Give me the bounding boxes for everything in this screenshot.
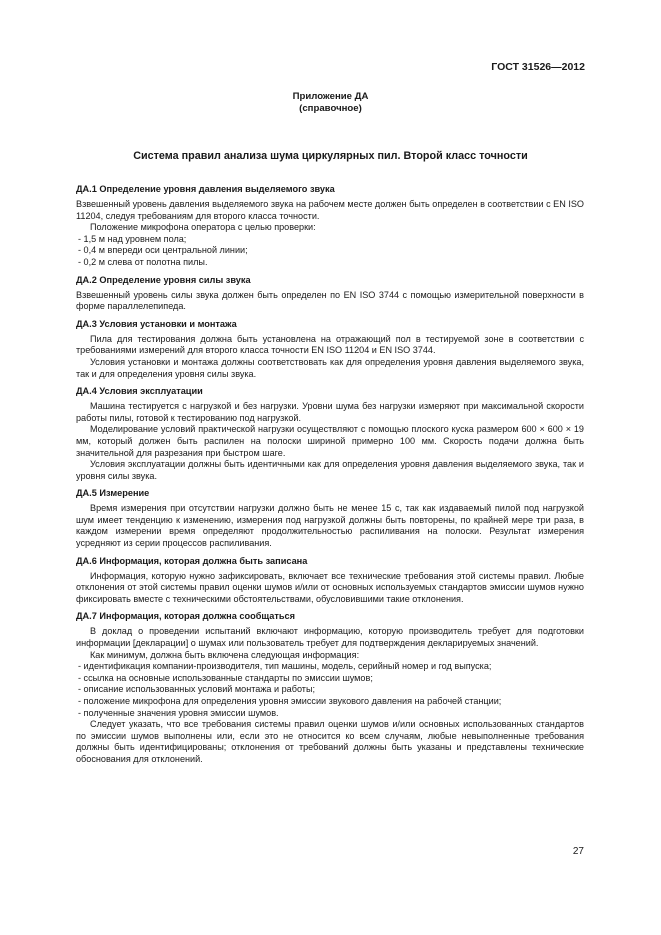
section-heading: ДА.1 Определение уровня давления выделяемого звука — [76, 184, 335, 194]
list-item: - 1,5 м над уровнем пола; — [78, 233, 187, 244]
section-da2 — [76, 274, 584, 313]
section-heading: ДА.6 Информация, которая должна быть записана — [76, 555, 308, 566]
paragraph: Положение микрофона оператора с целью проверки: — [90, 222, 316, 233]
paragraph: Пила для тестирования должна быть установлена на отражающий пол в тестируемой зоне в соответствии с требованиями измерений для второго класса точности EN ISO 11204 и EN ISO 3744. — [76, 333, 584, 356]
paragraph: Следует указать, что все требования системы правил оценки шумов и/или основных использованных стандартов по эмиссии шумов выполнены или, если это не относится ко всем случаям, любые невыполненные требования должны быть идентифицированы; отклонения от требований должны быть указаны и представлены технические обоснования для отклонений. — [76, 719, 584, 764]
list-item: - полученные значения уровня эмиссии шумов. — [78, 707, 279, 718]
section-da3 — [76, 318, 584, 380]
list-item: - положение микрофона для определения уровня эмиссии звукового давления на рабочей станции; — [78, 696, 502, 706]
section-da1 — [76, 183, 584, 269]
main-title: Система правил анализа шума циркулярных пил. Второй класс точности — [133, 150, 528, 162]
annex-title: Приложение ДА — [292, 91, 369, 102]
list-item: - ссылка на основные использованные стандарты по эмиссии шумов; — [78, 672, 373, 683]
section-da5 — [76, 487, 584, 549]
section-da6 — [76, 555, 584, 606]
section-heading: ДА.2 Определение уровня силы звука — [76, 274, 251, 285]
paragraph: Взвешенный уровень давления выделяемого звука на рабочем месте должен быть определен в соответствии с EN ISO 11204, следуя требованиям для второго класса точности. — [76, 199, 584, 221]
section-heading: ДА.4 Условия эксплуатации — [76, 386, 203, 397]
list-item: - 0,4 м впереди оси центральной линии; — [78, 245, 248, 256]
list-item: - 0,2 м слева от полотна пилы. — [78, 256, 208, 267]
list-item: - описание использованных условий монтажа и работы; — [78, 684, 316, 695]
annex-heading — [0, 91, 661, 115]
annex-subtitle: (справочное) — [299, 103, 362, 114]
section-da7 — [76, 610, 584, 765]
paragraph: В доклад о проведении испытаний включают информацию, которую производитель требует для подготовки информации [декларации] о шумах или пользователь требует для подтверждения декларируемых значений. — [76, 626, 584, 649]
paragraph: Условия эксплуатации должны быть идентичными как для определения уровня давления выделяемого звука, так и уровня силы звука. — [76, 459, 584, 481]
list-item: - идентификация компании-производителя, тип машины, модель, серийный номер и год выпуска; — [78, 661, 492, 672]
paragraph: Время измерения при отсутствии нагрузки должно быть не менее 15 с, так как издаваемый пилой под нагрузкой шум имеет тенденцию к изменению, измерения под нагрузкой должны быть повторены, по крайней мере три раза, в каждом измерении время определяют продолжительностью распиливания на полоски. Результат измерения усредняют из серии процессов распиливания. — [76, 503, 584, 549]
paragraph: Моделирование условий практической нагрузки осуществляют с помощью плоского куска размером 600 × 600 × 19 мм, который должен быть распилен на полоски шириной примерно 100 мм. Скорость подачи должна быть значительной для разрезания при быстром шаге. — [76, 424, 584, 458]
page-number: 27 — [572, 846, 584, 857]
paragraph: Как минимум, должна быть включена следующая информация: — [90, 649, 360, 660]
paragraph: Взвешенный уровень силы звука должен быть определен по EN ISO 3744 с помощью измерительной поверхности в форме параллелепипеда. — [76, 289, 584, 312]
section-heading: ДА.3 Условия установки и монтажа — [76, 318, 237, 329]
document-body — [76, 183, 584, 771]
section-da4 — [76, 385, 584, 482]
document-code: ГОСТ 31526—2012 — [491, 61, 585, 73]
paragraph: Условия установки и монтажа должны соответствовать как для определения уровня давления выделяемого звука, так и для определения уровня силы звука. — [76, 356, 584, 379]
paragraph: Информация, которую нужно зафиксировать, включает все технические требования этой системы правил. Любые отклонения от этой системы правил оценки шумов и/или от основных используемых стандартов эмиссии шумов нужно фиксировать вместе с техническими обстоятельствами, обусловившими такие отклонения. — [76, 570, 584, 604]
section-heading: ДА.7 Информация, которая должна сообщаться — [76, 611, 295, 622]
paragraph: Машина тестируется с нагрузкой и без нагрузки. Уровни шума без нагрузки измеряют при максимальной скорости работы пилы, готовой к тестированию под нагрузкой. — [76, 401, 584, 423]
section-heading: ДА.5 Измерение — [76, 488, 150, 499]
